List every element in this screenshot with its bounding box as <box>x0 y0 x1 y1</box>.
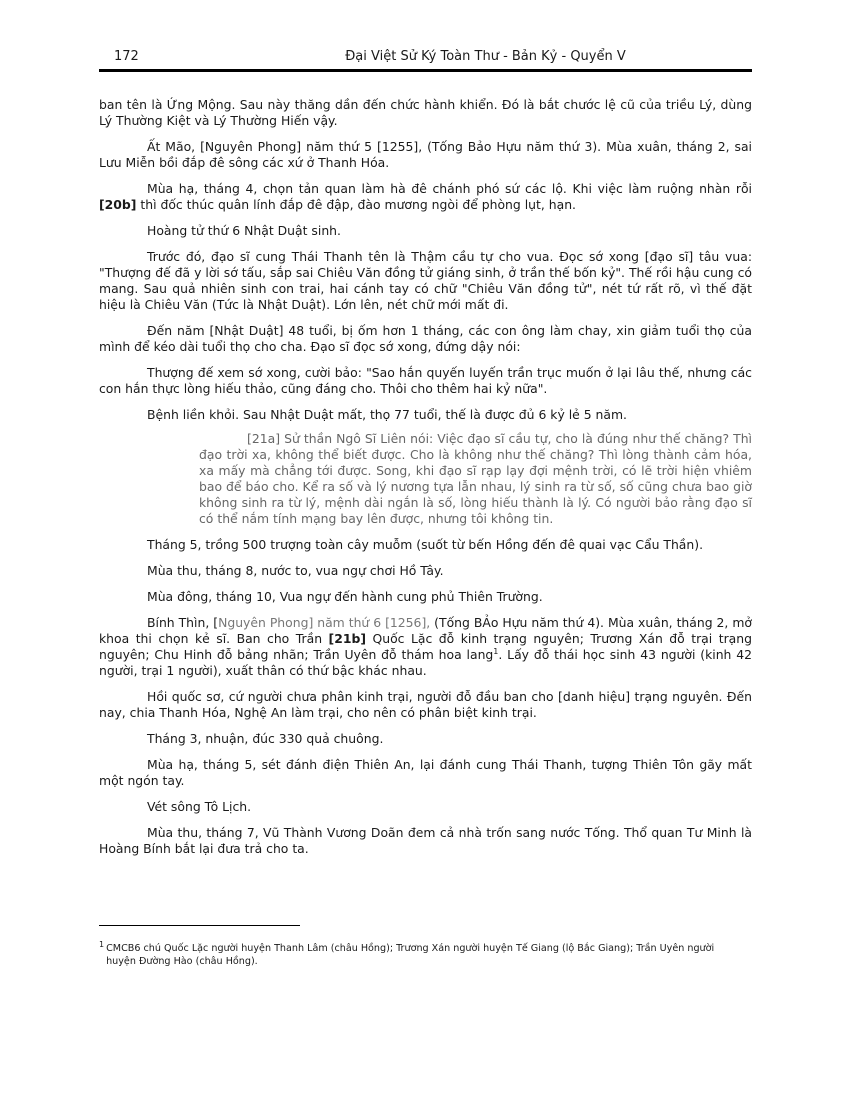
paragraph: Mùa hạ, tháng 5, sét đánh điện Thiên An, lại đánh cung Thái Thanh, tượng Thiên Tôn gãy mất một ngón tay. <box>99 757 752 788</box>
footnote-ref: 1 <box>493 646 499 656</box>
paragraph: Mùa thu, tháng 8, nước to, vua ngự chơi Hồ Tây. <box>147 563 444 578</box>
paragraph: Thượng đế xem sớ xong, cười bảo: "Sao hắn quyến luyến trần trục muốn ở lại lâu thế, nhưng các con hắn thực lòng hiếu thảo, cũng đáng cho. Thôi cho thêm hai kỷ nữa". <box>99 365 752 396</box>
paragraph-text: Mùa hạ, tháng 4, chọn tản quan làm hà đê chánh phó sứ các lộ. Khi việc làm ruộng nhàn rỗi <box>147 181 752 196</box>
paragraph-text: thì đốc thúc quân lính đắp đê đập, đào mương ngòi để phòng lụt, hạn. <box>136 197 576 212</box>
paragraph: Mùa đông, tháng 10, Vua ngự đến hành cung phủ Thiên Trường. <box>147 589 543 604</box>
paragraph <box>99 615 752 679</box>
footnote <box>99 939 752 968</box>
paragraph-text: . Lấy đỗ thái học sinh 43 người (kinh 42 người, trại 1 người), xuất thân có thứ bậc khác nhau. <box>99 647 753 678</box>
page-number: 172 <box>114 49 139 64</box>
paragraph: ban tên là Ứng Mộng. Sau này thăng dần đến chức hành khiển. Đó là bắt chước lệ cũ của triều Lý, dùng Lý Thường Kiệt và Lý Thường Hiến vậy. <box>99 97 752 128</box>
footnote-divider <box>99 925 300 926</box>
paragraph: Đến năm [Nhật Duật] 48 tuổi, bị ốm hơn 1 tháng, các con ông làm chay, xin giảm tuổi thọ của mình để kéo dài tuổi thọ cho cha. Đạo sĩ đọc sớ xong, đứng dậy nói: <box>99 323 752 354</box>
page-body <box>99 97 752 867</box>
paragraph-text: Quốc Lặc đỗ kinh trạng nguyên; Trương Xán đỗ trại trạng nguyên; Chu Hinh đỗ bảng nhãn; Trần Uyên đỗ thám hoa lang <box>99 631 752 662</box>
page-header <box>99 49 752 72</box>
paragraph-text: Bính Thìn, [ <box>147 615 219 630</box>
paragraph: Trước đó, đạo sĩ cung Thái Thanh tên là Thậm cầu tự cho vua. Đọc sớ xong [đạo sĩ] tâu vua: "Thượng đế đã y lời sớ tấu, sắp sai Chiêu Văn đồng tử giáng sinh, ở trần thế bốn kỷ". Thế rồi hậu cung có mang. Sau quả nhiên sinh con trai, hai cánh tay có chữ "Chiêu Văn đồng tử", nét tứ rất rõ, vì thế đặt hiệu là Chiêu Văn (Tức là Nhật Duật). Lớn lên, nét chữ mới mất đi. <box>99 249 752 312</box>
paragraph-text-gray: Nguyên Phong] năm thứ 6 [1256], <box>218 615 431 630</box>
paragraph: Bệnh liền khỏi. Sau Nhật Duật mất, thọ 77 tuổi, thế là được đủ 6 kỷ lẻ 5 năm. <box>147 407 627 422</box>
paragraph: Ất Mão, [Nguyên Phong] năm thứ 5 [1255], (Tống Bảo Hựu năm thứ 3). Mùa xuân, tháng 2, sai Lưu Miễn bồi đắp đê sông các xứ ở Thanh Hóa. <box>99 139 752 170</box>
running-title: Đại Việt Sử Ký Toàn Thư - Bản Kỷ - Quyển V <box>345 49 626 64</box>
folio-marker: [20b] <box>99 197 137 212</box>
footnote-text: CMCB6 chú Quốc Lặc người huyện Thanh Lâm (châu Hồng); Trương Xán người huyện Tế Giang (lộ Bắc Giang); Trần Uyên người huyện Đường Hào (châu Hồng). <box>106 943 715 967</box>
paragraph: Hoàng tử thứ 6 Nhật Duật sinh. <box>147 223 341 238</box>
paragraph: Hồi quốc sơ, cứ người chưa phân kinh trại, người đỗ đầu ban cho [danh hiệu] trạng nguyên. Đến nay, chia Thanh Hóa, Nghệ An làm trại, cho nên có phân biệt kinh trại. <box>99 689 752 720</box>
paragraph: Mùa thu, tháng 7, Vũ Thành Vương Doãn đem cả nhà trốn sang nước Tống. Thổ quan Tư Minh là Hoàng Bính bắt lại đưa trả cho ta. <box>99 825 752 856</box>
paragraph <box>99 181 752 213</box>
commentary-text: [21a] Sử thần Ngô Sĩ Liên nói: Việc đạo sĩ cầu tự, cho là đúng như thế chăng? Thì đạo trời xa, không thể biết được. Cho là không như thế chăng? Thì lòng thành cảm hóa, xa mấy mà chẳng tới được. Song, khi đạo sĩ rạp lạy đợi mệnh trời, có lẽ trời hiện vhiêm bao để báo cho. Kể ra số và lý nương tựa lẫn nhau, lý sinh ra từ số, số cũng chưa bao giờ không sinh ra từ lý, mệnh dài ngắn là số, lòng hiếu thành là lý. Có người bảo rằng đạo sĩ có thể nắm tính mạng bay lên được, nhưng tôi không tin. <box>199 431 752 526</box>
paragraph: Vét sông Tô Lịch. <box>147 799 252 814</box>
historian-commentary <box>199 431 752 527</box>
paragraph: Tháng 3, nhuận, đúc 330 quả chuông. <box>147 731 384 746</box>
paragraph-text: (Tống BẢo Hựu năm thứ 4). Mùa xuân, tháng 2, mở khoa thi chọn kẻ sĩ. Ban cho Trần <box>99 615 752 646</box>
footnote-number: 1 <box>99 939 105 949</box>
paragraph: Tháng 5, trồng 500 trượng toàn cây muỗm (suốt từ bến Hồng đến đê quai vạc Cẩu Thần). <box>147 537 704 552</box>
folio-marker: [21b] <box>328 631 366 646</box>
